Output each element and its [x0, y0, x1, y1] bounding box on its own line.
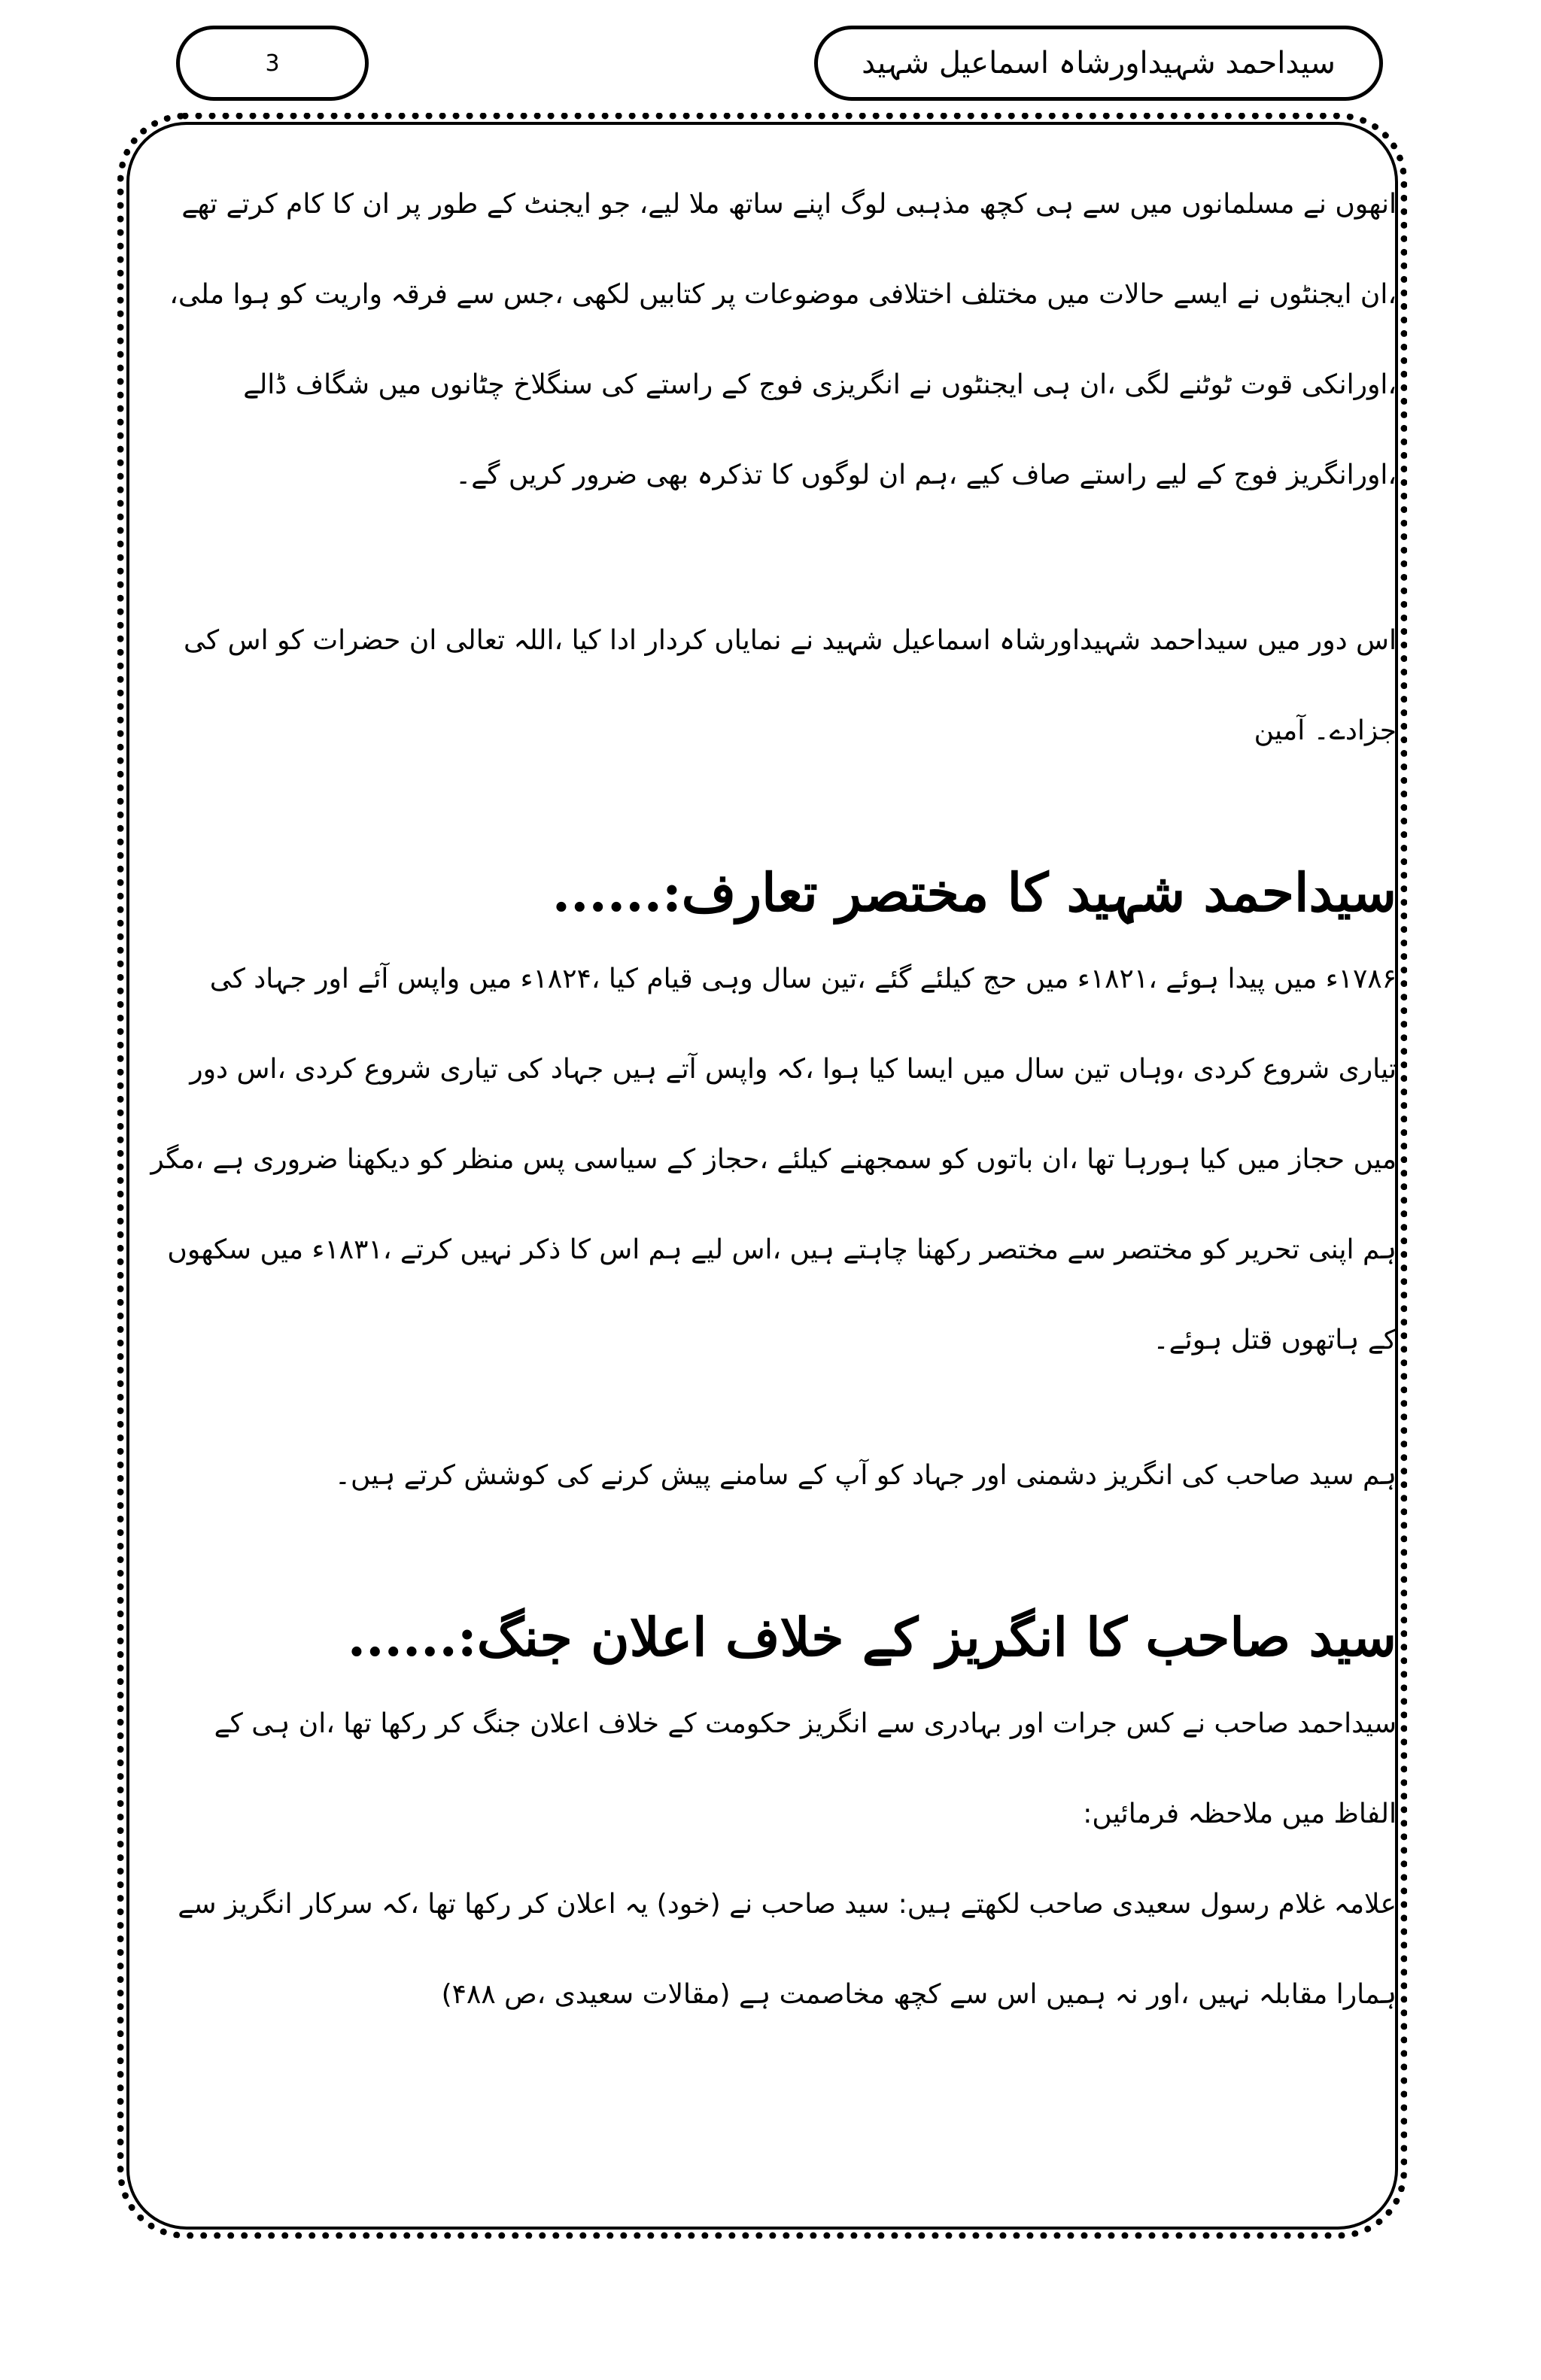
spacer: [147, 776, 1397, 852]
spacer: [147, 1521, 1397, 1596]
spacer: [147, 521, 1397, 596]
section-heading-declaration: سید صاحب کا انگریز کے خلاف اعلان جنگ:......: [347, 1606, 1397, 1668]
paragraph-role: اس دور میں سیداحمد شہیداورشاہ اسماعیل شہید نے نمایاں کردار ادا کیا ،اللہ تعالی ان حضرات کو اس کی جزادے۔ آمین: [184, 625, 1397, 746]
page-number: 3: [176, 26, 369, 101]
paragraph-transition: ہم سید صاحب کی انگریز دشمنی اور جہاد کو آپ کے سامنے پیش کرنے کی کوشش کرتے ہیں۔: [334, 1460, 1397, 1491]
running-title: سیداحمد شہیداورشاہ اسماعیل شہید: [814, 26, 1383, 101]
page-body: [147, 159, 1397, 2205]
paragraph-agents: انھوں نے مسلمانوں میں سے ہی کچھ مذہبی لوگ اپنے ساتھ ملا لیے، جو ایجنٹ کے طور پر ان کا کام کرتے تھے ،ان ایجنٹوں نے ایسے حالات میں مختلف اختلافی موضوعات پر کتابیں لکھی ،جس سے فرقہ واریت کو ہوا ملی، ،اورانکی قوت ٹوٹنے لگی ،ان ہی ایجنٹوں نے انگریزی فوج کے راستے کی سنگلاخ چٹانوں میں شگاف ڈالے ،اورانگریز فوج کے لیے راستے صاف کیے ،ہم ان لوگوں کا تذکرہ بھی ضرور کریں گے۔: [169, 189, 1397, 490]
section-heading-intro: سیداحمد شہید کا مختصر تعارف:......: [552, 861, 1397, 924]
paragraph-quote: علامہ غلام رسول سعیدی صاحب لکھتے ہیں: سید صاحب نے (خود) یہ اعلان کر رکھا تھا ،کہ سرکار انگریز سے ہمارا مقابلہ نہیں ،اور نہ ہمیں اس سے کچھ مخاصمت ہے (مقالات سعیدی ،ص ۴۸۸): [178, 1889, 1397, 2010]
paragraph-declaration: سیداحمد صاحب نے کس جرات اور بہادری سے انگریز حکومت کے خلاف اعلان جنگ کر رکھا تھا ،ان ہی کے الفاظ میں ملاحظہ فرمائیں:: [214, 1708, 1397, 1829]
spacer: [147, 1386, 1397, 1431]
paragraph-intro: ۱۷۸۶ء میں پیدا ہوئے ،۱۸۲۱ء میں حج کیلئے گئے ،تین سال وہی قیام کیا ،۱۸۲۴ء میں واپس آئے اور جہاد کی تیاری شروع کردی ،وہاں تین سال میں ایسا کیا ہوا ،کہ واپس آتے ہیں جہاد کی تیاری شروع کردی ،اس دور میں حجاز میں کیا ہورہا تھا ،ان باتوں کو سمجھنے کیلئے ،حجاز کے سیاسی پس منظر کو دیکھنا ضروری ہے ،مگر ہم اپنی تحریر کو مختصر سے مختصر رکھنا چاہتے ہیں ،اس لیے ہم اس کا ذکر نہیں کرتے ،۱۸۳۱ء میں سکھوں کے ہاتھوں قتل ہوئے۔: [150, 964, 1397, 1355]
